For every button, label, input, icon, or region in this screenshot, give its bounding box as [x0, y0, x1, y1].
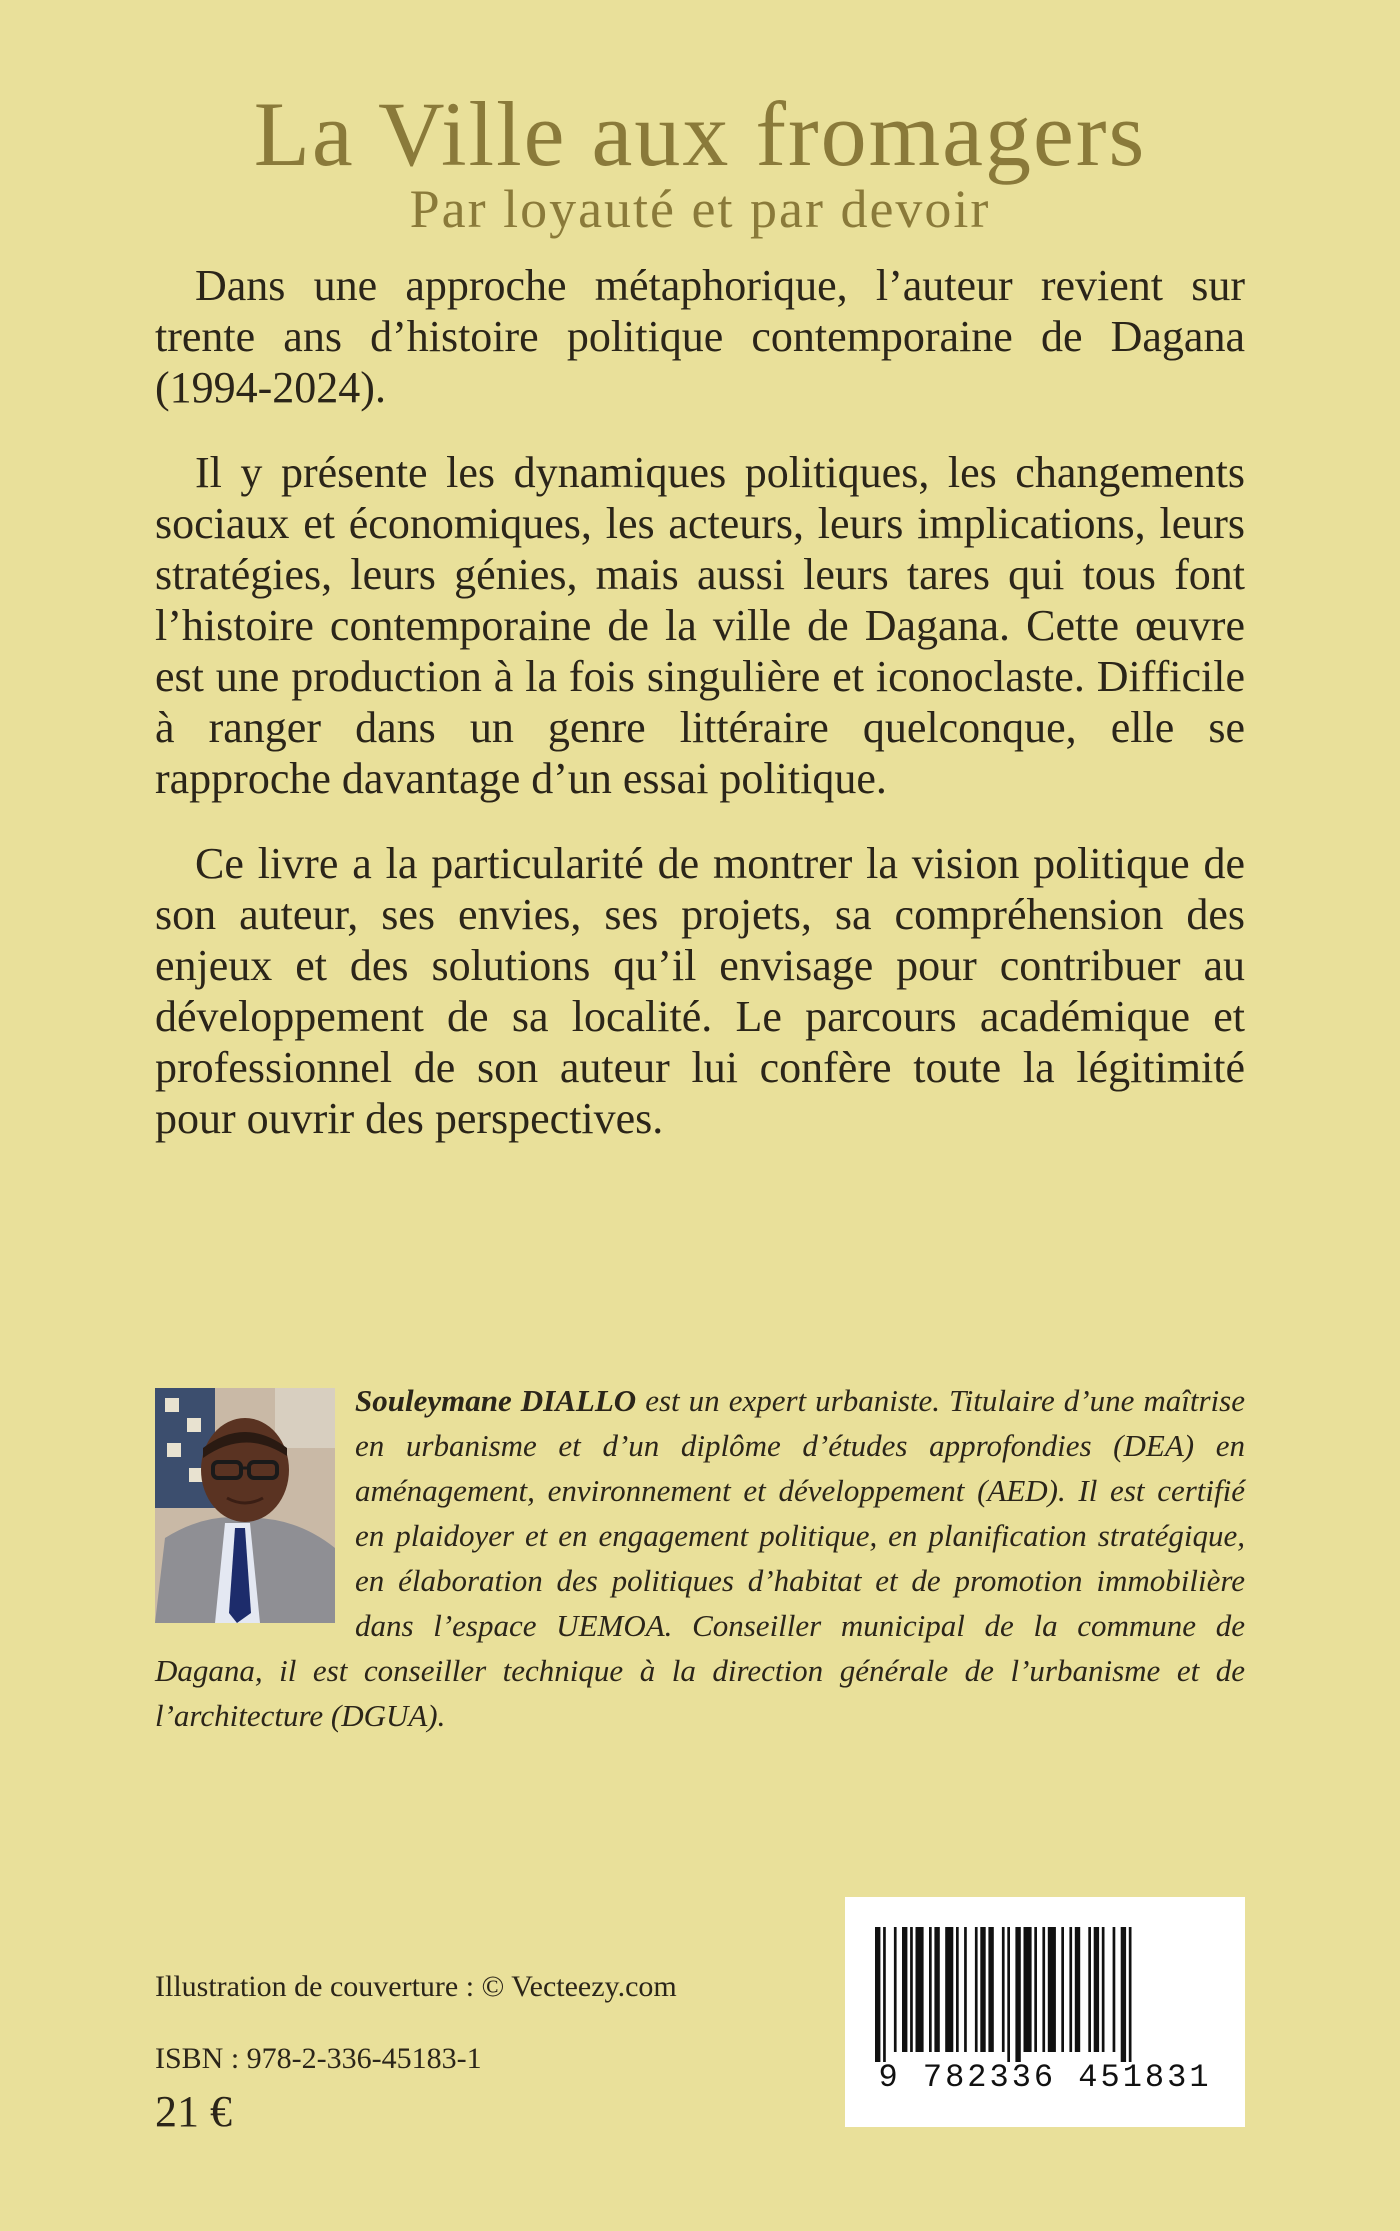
barcode-bar	[956, 1927, 959, 2052]
barcode-bar	[910, 1927, 913, 2052]
author-bio	[155, 1378, 1245, 1738]
barcode-bar	[1094, 1927, 1099, 2052]
barcode-bar	[902, 1927, 907, 2052]
barcode-bar	[1034, 1927, 1037, 2052]
barcode-bar	[1129, 1927, 1132, 2062]
isbn: ISBN : 978-2-336-45183-1	[155, 2042, 482, 2075]
barcode-bar	[975, 1927, 978, 2052]
barcode-bar	[1015, 1927, 1020, 2062]
barcode-bar	[964, 1927, 967, 2052]
book-subtitle: Par loyauté et par devoir	[409, 179, 991, 239]
book-title: La Ville aux fromagers	[253, 83, 1147, 185]
price: 21 €	[155, 2087, 232, 2136]
barcode-bar	[1069, 1927, 1072, 2052]
barcode-bar	[883, 1927, 886, 2062]
barcode-bar	[988, 1927, 993, 2052]
cover-illustration-credit: Illustration de couverture : © Vecteezy.com	[155, 1970, 677, 2003]
barcode-bar	[980, 1927, 985, 2052]
summary-paragraph: Il y présente les dynamiques politiques, les changements sociaux et économiques, les acteurs, leurs implications, leurs stratégies, leurs génies, mais aussi leurs tares qui tous font l’histoire contemporaine de la ville de Dagana. Cette œuvre est une production à la fois singulière et iconoclaste. Difficile à ranger dans un genre littéraire quelconque, elle se rapproche davantage d’un essai politique.	[155, 448, 1245, 803]
summary-paragraph: Ce livre a la particularité de montrer la vision politique de son auteur, ses envies, ses projets, sa compréhension des enjeux et des solutions qu’il envisage pour contribuer au développement de sa localité. Le parcours académique et professionnel de son auteur lui confère toute la légitimité pour ouvrir des perspectives.	[155, 839, 1245, 1143]
barcode	[845, 1897, 1245, 2127]
author-bio-text: est un expert urbaniste. Titulaire d’une maîtrise en urbanisme et d’un diplôme d’études approfondies (DEA) en aménagement, environnement et développement (AED). Il est certifié en plaidoyer et en engagement politique, en planification stratégique, en élaboration des politiques d’habitat et de promotion immobilière dans l’espace UEMOA. Conseiller municipal de la commune de Dagana, il est conseiller technique à la direction générale de l’urbanisme et de l’architecture (DGUA).	[155, 1383, 1245, 1733]
barcode-bar	[1121, 1927, 1126, 2062]
barcode-digits: 9 782336 451831	[878, 2059, 1212, 2096]
summary-text	[155, 260, 1245, 1178]
barcode-bar	[1088, 1927, 1091, 2052]
barcode-bar	[1002, 1927, 1005, 2052]
barcode-bar	[1113, 1927, 1116, 2052]
barcode-bar	[1007, 1927, 1010, 2062]
barcode-bar	[929, 1927, 932, 2052]
barcode-bar	[1102, 1927, 1105, 2052]
barcode-bar	[945, 1927, 953, 2052]
barcode-bar	[1048, 1927, 1056, 2052]
barcode-bar	[1061, 1927, 1064, 2052]
barcode-bar	[1075, 1927, 1080, 2052]
author-name: Souleymane DIALLO	[355, 1383, 637, 1418]
barcode-bar	[894, 1927, 897, 2052]
barcode-bar	[875, 1927, 880, 2062]
photo-spacer	[155, 1378, 355, 1616]
barcode-bar	[1024, 1927, 1032, 2052]
summary-paragraph: Dans une approche métaphorique, l’auteur revient sur trente ans d’histoire politique contemporaine de Dagana (1994-2024).	[155, 261, 1245, 412]
barcode-bar	[916, 1927, 924, 2052]
barcode-bar	[1042, 1927, 1045, 2052]
barcode-bar	[934, 1927, 939, 2052]
